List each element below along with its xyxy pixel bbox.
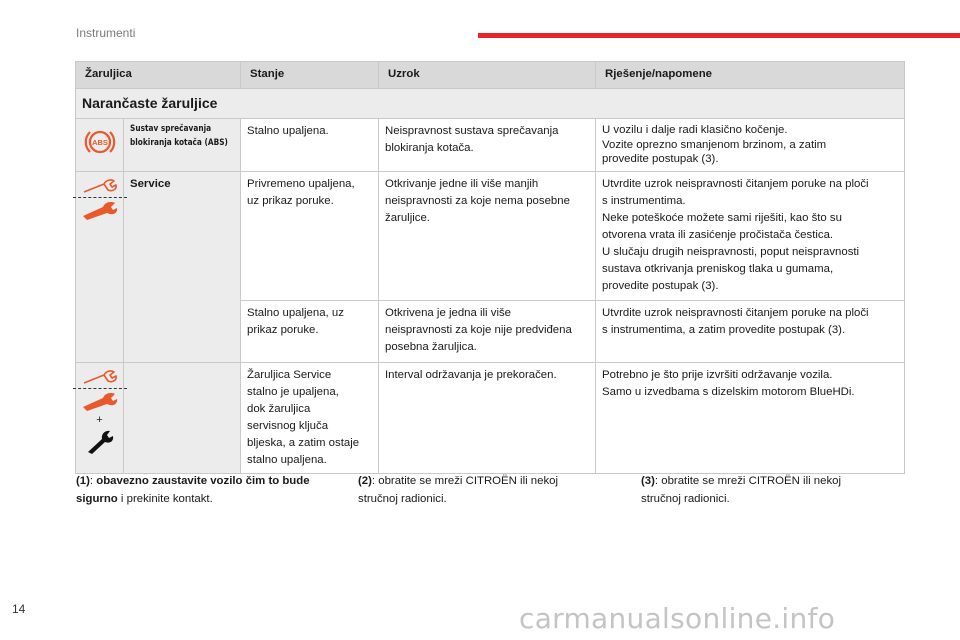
table-header-row: [76, 62, 905, 89]
service-maintenance-name-cell: [124, 362, 241, 474]
service-solution-2: Utvrdite uzrok neispravnosti čitanjem poruke na ploči s instrumentima, a zatim provedite postupak (3).: [596, 300, 905, 362]
section-heading-row: [76, 89, 905, 119]
plus-sign: +: [96, 413, 103, 426]
warning-lights-table: [75, 61, 905, 474]
service-name-cell: Service: [124, 171, 241, 362]
column-header-lamp: Žaruljica: [76, 62, 241, 89]
abs-name-line-2: blokiranja kotača (ABS): [130, 137, 228, 148]
service-state-3: Žaruljica Service stalno je upaljena, dok žaruljica servisnog ključa bljeska, a zatim ostaje stalno upaljena.: [241, 362, 379, 474]
table-row-service-3: [76, 362, 905, 474]
service-cause-3: Interval održavanja je prekoračen.: [379, 362, 596, 474]
abs-name-line-1: Sustav sprečavanja: [130, 124, 212, 134]
footnote-2: (2): obratite se mreži CITROËN ili nekoj stručnoj radionici.: [358, 475, 559, 505]
abs-warning-icon: [83, 125, 117, 159]
service-wrench-icon: [80, 391, 120, 411]
spanner-icon: [85, 430, 115, 454]
dashed-divider: [73, 388, 127, 389]
service-cause-1: Otkrivanje jedne ili više manjih neispravnosti za koje nema posebne žaruljice.: [379, 171, 596, 300]
svg-text:ABS: ABS: [91, 138, 108, 147]
page-number: 14: [12, 602, 26, 616]
column-header-cause: Uzrok: [379, 62, 596, 89]
service-cause-2: Otkrivena je jedna ili više neispravnosti za koje nije predviđena posebna žaruljica.: [379, 300, 596, 362]
table-row-service-1: [76, 171, 905, 300]
table-row-abs: [76, 119, 905, 172]
footnote-3: (3): obratite se mreži CITROËN ili nekoj stručnoj radionici.: [641, 475, 842, 505]
abs-cause: Neispravnost sustava sprečavanja blokiranja kotača.: [379, 119, 596, 172]
abs-icon-cell: [76, 119, 124, 172]
abs-solution: U vozilu i dalje radi klasično kočenje. Vozite oprezno smanjenom brzinom, a zatim provedite postupak (3).: [596, 119, 905, 172]
service-solution-3: Potrebno je što prije izvršiti održavanje vozila. Samo u izvedbama s dizelskim motorom BlueHDi.: [596, 362, 905, 474]
section-heading: Narančaste žaruljice: [76, 89, 905, 119]
section-title: Instrumenti: [76, 26, 136, 40]
service-solution-1: Utvrdite uzrok neispravnosti čitanjem poruke na ploči s instrumentima. Neke poteškoće možete sami riješiti, kao što su otvorena vrata ili zasićenje pročistača čestica. U slučaju drugih neispravnosti, poput neispravnosti sustava otkrivanja preniskog tlaka u gumama, provedite postupak (3).: [596, 171, 905, 300]
dashed-divider: [73, 197, 127, 198]
abs-state: Stalno upaljena.: [241, 119, 379, 172]
service-maintenance-icon-cell: [76, 362, 124, 474]
footnote-1: (1): obavezno zaustavite vozilo čim to bude sigurno i prekinite kontakt.: [76, 475, 310, 505]
service-outline-wrench-icon: [80, 369, 120, 387]
service-icon-cell: [76, 171, 124, 362]
column-header-solution: Rješenje/napomene: [596, 62, 905, 89]
column-header-state: Stanje: [241, 62, 379, 89]
abs-name-cell: [124, 119, 241, 172]
section-accent-bar: [478, 33, 960, 38]
service-outline-wrench-icon: [80, 178, 120, 196]
service-wrench-icon: [80, 200, 120, 220]
service-state-2: Stalno upaljena, uz prikaz poruke.: [241, 300, 379, 362]
service-state-1: Privremeno upaljena, uz prikaz poruke.: [241, 171, 379, 300]
watermark: carmanualsonline.info: [519, 602, 836, 635]
